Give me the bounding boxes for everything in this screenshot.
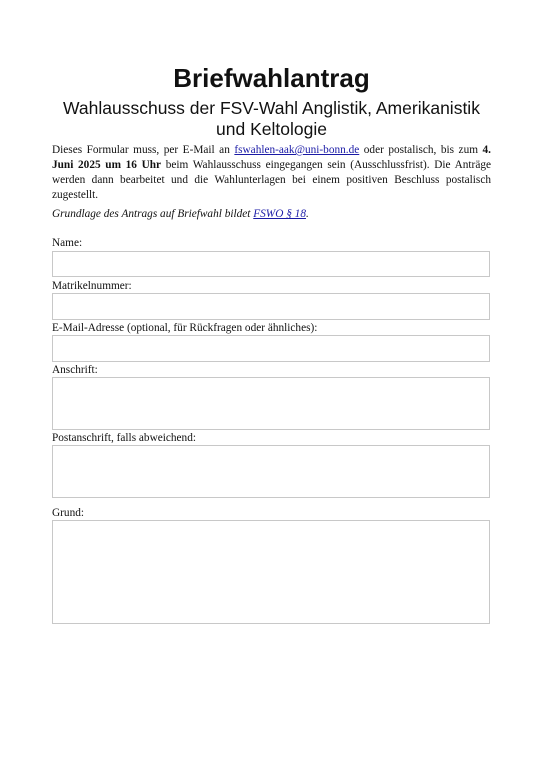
- intro-text-3: beim Wahlausschuss eingegangen sein (Ausschlussfrist). Die Anträge werden dann bearbeitet und die Wahlunterlagen bei einem positiven Beschluss postalisch zugestellt.: [52, 159, 491, 201]
- name-label: Name:: [52, 237, 83, 249]
- email-link[interactable]: fswahlen-aak@uni-bonn.de: [234, 144, 360, 156]
- matrikel-field[interactable]: [52, 293, 490, 320]
- address-label: Anschrift:: [52, 364, 98, 376]
- reason-field[interactable]: [52, 520, 490, 624]
- email-label: E-Mail-Adresse (optional, für Rückfragen oder ähnliches):: [52, 322, 318, 334]
- intro-text-1: Dieses Formular muss, per E-Mail an: [52, 144, 235, 156]
- fswo-link[interactable]: FSWO § 18: [253, 208, 306, 220]
- intro-text-2: oder postalisch, bis zum: [359, 144, 483, 156]
- deadline-text: 4. Juni 2025 um 16 Uhr: [52, 144, 491, 171]
- page-subtitle: Wahlausschuss der FSV-Wahl Anglistik, Amerikanistik und Keltologie: [63, 98, 480, 139]
- legal-basis: [52, 207, 491, 222]
- address-field[interactable]: [52, 377, 490, 430]
- reason-label: Grund:: [52, 507, 85, 519]
- intro-paragraph: [52, 143, 491, 203]
- page-title: Briefwahlantrag: [173, 63, 370, 93]
- basis-text: Grundlage des Antrags auf Briefwahl bildet: [52, 208, 254, 220]
- email-field[interactable]: [52, 335, 490, 362]
- postal-address-label: Postanschrift, falls abweichend:: [52, 432, 196, 444]
- basis-end: .: [305, 208, 309, 220]
- postal-address-field[interactable]: [52, 445, 490, 498]
- matrikel-label: Matrikelnummer:: [52, 280, 132, 292]
- name-field[interactable]: [52, 251, 490, 277]
